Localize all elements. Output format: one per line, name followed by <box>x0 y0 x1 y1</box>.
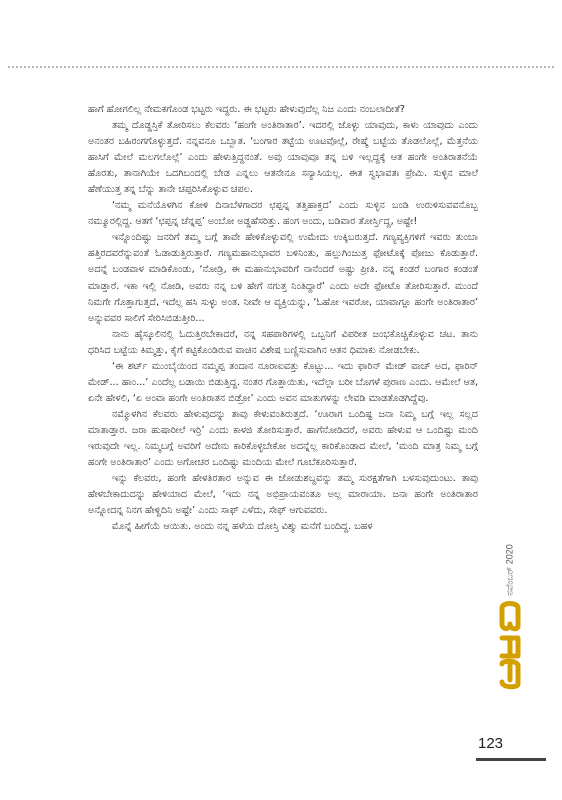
paragraph: ಮೊನ್ನೆ ಹೀಗೆಯೆ ಆಯಿತು. ಅಂದು ನನ್ನ ಹಳೆಯ ದೋಸ್ತಿ ವಿಶ್ಮು ಮನೆಗೆ ಬಂದಿದ್ದ. ಬಹಳ <box>112 521 373 533</box>
paragraph: ಇನ್ನೊಂದಿಷ್ಟು ಜನರಿಗೆ ತಮ್ಮ ಬಗ್ಗೆ ತಾವೇ ಹೇಳಿಕೊಳ್ಳುವಲ್ಲಿ ಉಮೇದು ಉಕ್ಕಿಬರುತ್ತದೆ. ಗಣ್ಯವ್ಯಕ್ತಿಗಳಿಗೆ ಇವರು ತುಂಬಾ ಹತ್ತಿರದವರೆನ್ನುವಂತೆ ಓಡಾಡುತ್ತಿರುತ್ತಾರೆ. ಗಣ್ಯಮಹಾನುಭಾವರ ಬಳಿನಿಂತು, ಹಲ್ಲುಗಿಂಜುತ್ತ ಫೋಟೊಕ್ಕೆ ಪೋಜು ಕೊಡುತ್ತಾರೆ. ಅದನ್ನೆ ಬಂಡವಾಳ ಮಾಡಿಕೊಂಡು, ‘ನೋಡ್ರಿ, ಈ ಮಹಾನುಭಾವರಿಗೆ ನಾನೆಂದರೆ ಅಷ್ಟು ಪ್ರೀತಿ. ನನ್ನ ಕಂಡರೆ ಬಂಗಾರ ಕಂಡಂತೆ ಮಾಡ್ತಾರೆ. ಇಕಾ ಇಲ್ಲಿ ನೋಡಿ, ಅವರು ನನ್ನ ಬಳಿ ಹೇಗೆ ನಗುತ್ತ ನಿಂತಿದ್ದಾರೆ’ ಎಂದು ಅದೇ ಫೋಟೊ ತೋರಿಸುತ್ತಾರೆ. ಮುಂದೆ ನಿಮಗೇ ಗೊತ್ತಾಗುತ್ತದೆ, ಇದೆಲ್ಲ ಹಸಿ ಸುಳ್ಳು ಅಂತ. ನೀವೇ ಆ ವ್ಯಕ್ತಿಯನ್ನು, ‘ಓಹೋ ಇವರೋ, ಯಾವಾಗ್ಲೂ ಹಂಗೇ ಅಂತಿರಾತಾರ’ ಅನ್ನುವವರ ಸಾಲಿಗೆ ಸೇರಿಸಿಬಿಡುತ್ತೀರಿ... <box>88 232 478 324</box>
page-number-rule <box>476 758 546 761</box>
paragraph: ತಮ್ಮ ದೊಡ್ಡಸ್ತಿಕೆ ತೋರಿಸಲು ಕೆಲವರು ‘ಹಂಗೇ ಅಂತಿರಾತಾರ’. ಇದರಲ್ಲಿ ಜೊಳ್ಳು ಯಾವುದು, ಕಾಳು ಯಾವುದು ಎಂದು ಅನಂತರ ಬಹಿರಂಗಗೊಳ್ಳುತ್ತದೆ. ನನ್ನವನೂ ಒಬ್ಬಾತ. ‘ಬಂಗಾರ ತಟ್ಟೆಯ ಊಟವೊಲ್ಲೆ, ರೇಷ್ಮೆ ಬಟ್ಟೆಯ ತೊಡಲೊಲ್ಲೆ, ಮೆತ್ತನೆಯ ಹಾಸಿಗೆ ಮೇಲೆ ಮಲಗಲೊಲ್ಲೆ’ ಎಂದು ಹೇಳುತ್ತಿದ್ದನಂತೆ. ಅವು ಯಾವುವೂ ತನ್ನ ಬಳಿ ಇಲ್ಲದ್ದಕ್ಕೆ ಆತ ಹಂಗೇ ಅಂತಿರಾತನೆಯೆ ಹೊರತು, ತಾನಾಗಿಯೇ ಒದಗಿಬಂದಲ್ಲಿ ಬೇಡ ಎನ್ನಲು ಆತನೇನೂ ಸನ್ಯಾಸಿಯಲ್ಲ. ಈತ ಸ್ವಭಾವತಃ ಪ್ರೇಮಿ. ಸುಳ್ಳಿನ ಮಾಲೆ ಹೆಣೆಯುತ್ತ ತನ್ನ ಬೆನ್ನು ತಾನೇ ಚಪ್ಪರಿಸಿಕೊಳ್ಳುವ ಚಪಲ. <box>88 120 478 196</box>
paragraph: ಇನ್ನು ಕೆಲವರು, ಹಂಗೇ ಹೇಳತಿರತಾರ ಅನ್ನುವ ಈ ಜೋಡುಶಬ್ದವನ್ನು ತಮ್ಮ ಸುರಕ್ಷತೆಗಾಗಿ ಬಳಸುವುದುಂಟು. ತಾವು ಹೇಳಬೇಕಾದುದನ್ನು ಹೇಳಿಯಾದ ಮೇಲೆ, ‘ಇದು ನನ್ನ ಅಭಿಪ್ರಾಯವಂತೂ ಅಲ್ಲ ಮಾರಾಯಾ. ಜನಾ ಹಂಗೇ ಅಂತಿರಾತಾರ ಅನ್ನೋದನ್ನ ನಿನಗ ಹೇಳ್ದಿದಿನಿ ಅಷ್ಟೇ’ ಎಂದು ಸಾಫ್ ಎಳೆದು, ಸೇಫ್ ಆಗುವವರು. <box>88 473 478 517</box>
paragraph: ನಮ್ಮೊಳಗಿನ ಕೆಲವರು ಹೇಳುವುದನ್ನು ತಾವು ಕೇಳುವಂತಿರುತ್ತದೆ. ‘ಊರಾಗ ಒಂದಿಷ್ಟ ಜನಾ ನಿಮ್ಮ ಬಗ್ಗೆ ಇಲ್ಲ ಸಲ್ಲದ ಮಾತಾಡ್ತಾರ. ಜರಾ ಹುಷಾರೀಲೆ ಇರ್ರಿ’ ಎಂದು ಕಾಳಜಿ ತೋರಿಸುತ್ತಾರೆ. ಹಾಗೆನೋಡಿದರೆ, ಅವರು ಹೇಳುವ ಆ ಒಂದಿಷ್ಟು ಮಂದಿ ಇರುವುದೇ ಇಲ್ಲ. ನಿಮ್ಮಬಗ್ಗೆ ಅವರಿಗೆ ಅದೇನು ಕಾರಿಕೊಳ್ಳಬೇಕೋ ಅದನ್ನೆಲ್ಲ ಕಾರಿಕೊಂಡಾದ ಮೇಲೆ, ‘ಮಂದಿ ಮಾತ್ರ ನಿಮ್ಮ ಬಗ್ಗೆ ಹಂಗೇ ಅಂತಿರಾತಾರ’ ಎಂದು ಅಗೋಚರ ಒಂದಿಷ್ಟು ಮಂದಿಯ ಮೇಲೆ ಗೂಬೆಕೂರಿಸುತ್ತಾರೆ. <box>88 408 478 469</box>
paragraph: ‘ನಮ್ಮ ಮನೆಯೊಳಗಿನ ಕೋಳಿ ದಿನಾಬೆಳಗಾದರ ಛಪ್ಪನ್ನ ತತ್ತಿಹಾಕ್ತದ’ ಎಂದು ಸುಳ್ಳಿನ ಬಂಡಿ ಉರುಳಿಸುವವನೊಬ್ಬ ನಮ್ಮೂರಲ್ಲಿದ್ದ. ಆತಗೆ ‘ಛಪ್ಪನ್ನ ಚೆನ್ನಪ್ಪ’ ಅಂಬೋ ಅಡ್ಡಹೆಸರಿತ್ತು. ಹಂಗ ಅಂದು, ಬಡಿವಾರ ತೋರ್ಸ್ತಿದ್ದ, ಅಷ್ಟೇ! <box>88 200 478 228</box>
masthead-logo <box>498 600 522 692</box>
paragraph: ಹಾಗೆ ಹೋಗಲಿಲ್ಲ ನೇಮಕಗೊಂಡ ಭಟ್ಟರು ಇದ್ದರು. ಈ ಭಟ್ಟರು ಹೇಳುವುದೆಲ್ಲ ನಿಜ ಎಂದು ನಂಬಲಾದೀತೆ? <box>88 104 405 115</box>
article-body <box>88 102 478 535</box>
issue-date-text: ನವೆಂಬರ್ 2020 <box>504 544 515 596</box>
paragraph: ನಾನು ಹೈಸ್ಕೂಲಿನಲ್ಲಿ ಓದುತ್ತಿರಬೇಕಾದರೆ, ನನ್ನ ಸಹಪಾಠಿಗಳಲ್ಲಿ ಒಬ್ಬನಿಗೆ ವಿಪರೀತ ಜಂಭಕೊಚ್ಚಿಕೊಳ್ಳುವ ಚಟ. ತಾನು ಧರಿಸಿದ ಬಟ್ಟೆಯ ಕಿಮ್ಮತ್ತು, ಕೈಗೆ ಕಟ್ಟಿಕೊಂಡಿರುವ ವಾಚಿನ ವಿಶೇಷ ಬಣ್ಣಿಸುವಾಗಿನ ಆತನ ಧಿಮಾಕು ನೋಡಬೇಕು. <box>88 328 478 356</box>
masthead-logo-art <box>498 600 522 692</box>
paragraph: ‘ಈ ಶರ್ಟ್ ಮುಂಬೈಯಿಂದ ನಮ್ಮಪ್ಪ ತಂದಾನ ನೂರಾಐವತ್ತು ಕೊಟ್ಟು... ಇದು ಫಾರಿನ್ ಮೇಡ್ ವಾಚ್ ಅದ, ಫಾರಿನ್ ಮೇಡ್... ಹಾಂ...’ ಎಂದೆಲ್ಲ ಬಡಾಯಿ ಬಿಡುತ್ತಿದ್ದ. ನಂತರ ಗೊತ್ತಾಯಿತು, ಇದೆಲ್ಲಾ ಬರೀ ಬೊಗಳೆ ಪುರಾಣ ಎಂದು. ಆಮೇಲೆ ಆತ, ಏನೇ ಹೇಳಲಿ, ‘ಏ ಅಂವಾ ಹಂಗೇ ಅಂತಿರಾತನ ಬಿಡ್ರೋ’ ಎಂದು ಅವನ ಮಾತುಗಳನ್ನು ಲೇವಡಿ ಮಾಡತೊಡಗಿದ್ದೆವು. <box>88 360 478 404</box>
page-number: 123 <box>478 735 504 752</box>
top-dotted-rule <box>8 66 554 68</box>
